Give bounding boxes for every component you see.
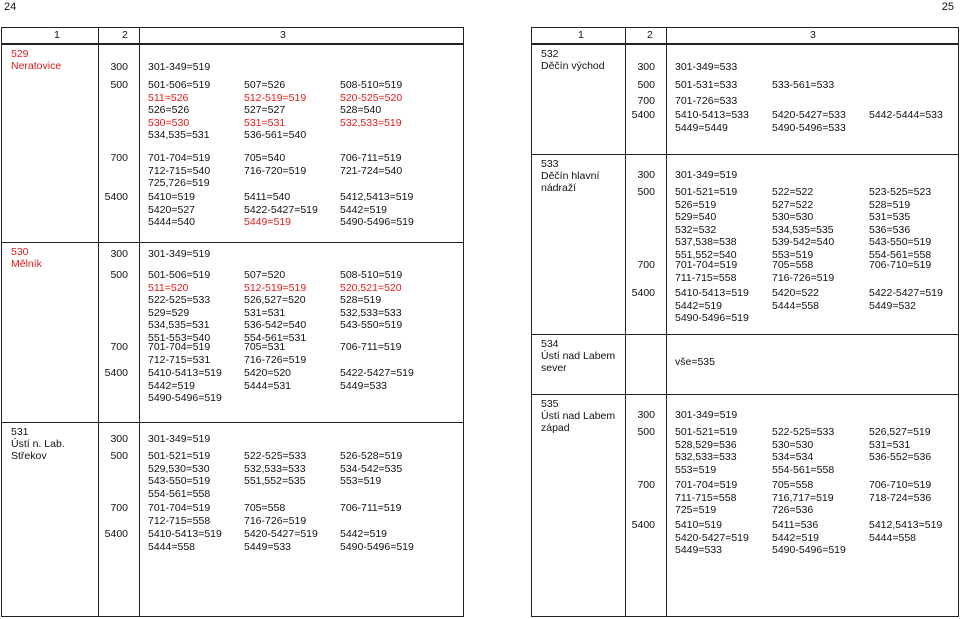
- mapping-entry: 529=540: [675, 211, 717, 224]
- mapping-entry: 536-552=536: [869, 451, 932, 464]
- group-code: 5400: [104, 191, 128, 203]
- mapping-entry: 526=519: [675, 198, 717, 211]
- mapping-entry: 706-711=519: [340, 152, 402, 164]
- page-number-right: 25: [941, 1, 954, 13]
- mapping-entry: 5442=519: [340, 203, 388, 216]
- mapping-entry: 528=519: [340, 294, 382, 307]
- mapping-entry: 528=519: [869, 198, 911, 211]
- mapping-entry: 301-349=519: [148, 61, 211, 73]
- location-title: [541, 48, 605, 72]
- location-title-line: Mělník: [11, 258, 42, 270]
- mapping-entry: 725=519: [675, 504, 717, 517]
- mapping-entry: 5442=519: [340, 528, 388, 540]
- mapping-entry: 721-724=540: [340, 164, 403, 177]
- mapping-entry: 718-724=536: [869, 491, 932, 504]
- mapping-entry: 5420=527: [148, 203, 196, 216]
- mapping-entry: 554-561=558: [148, 487, 211, 500]
- mapping-entry: 501-506=519: [148, 79, 211, 91]
- mapping-entry: 531=531: [244, 306, 286, 319]
- mapping-entry: 716-726=519: [772, 271, 835, 284]
- mapping-entry: 706-711=519: [340, 341, 402, 353]
- group-code: 300: [110, 433, 128, 445]
- location-section: [532, 154, 958, 335]
- group-code: 700: [110, 502, 128, 514]
- location-title-line: 535: [541, 398, 559, 410]
- group-code: 700: [110, 152, 128, 164]
- mapping-entry: 701-704=519: [148, 502, 211, 514]
- mapping-entry: 527=522: [772, 198, 814, 211]
- mapping-entry: 553=519: [340, 475, 382, 488]
- mapping-entry: 531=531: [869, 438, 911, 451]
- mapping-entry: 5422-5427=519: [244, 203, 318, 216]
- mapping-entry: 5410-5413=519: [148, 367, 222, 379]
- mapping-entry: 5410-5413=519: [148, 528, 222, 540]
- header-col-1: 1: [54, 29, 60, 41]
- mapping-entry: 501-521=519: [675, 186, 738, 198]
- mapping-entry: 5490-5496=519: [340, 216, 414, 229]
- right-page-table: [531, 27, 959, 617]
- mapping-entry: 5449=533: [675, 544, 723, 557]
- group-code: 300: [637, 61, 655, 73]
- location-title: [11, 48, 61, 72]
- mapping-entry: 543-550=519: [148, 475, 211, 488]
- location-section: [2, 242, 463, 423]
- mapping-entry: 5410=519: [148, 191, 196, 203]
- location-title: [541, 338, 615, 374]
- mapping-entry: 705=540: [244, 152, 286, 164]
- group-code: 300: [637, 169, 655, 181]
- mapping-entry: 554-561=558: [869, 249, 932, 261]
- mapping-entry: 529=529: [148, 306, 190, 319]
- mapping-entry: 532,533=519: [340, 116, 402, 129]
- mapping-entry: 701-704=519: [675, 479, 738, 491]
- mapping-entry: 705=531: [244, 341, 286, 353]
- location-title-line: Ústí nad Labem: [541, 350, 616, 362]
- mapping-entry: 539-542=540: [772, 236, 835, 249]
- header-row: [532, 28, 958, 44]
- mapping-entry: 554-561=558: [772, 463, 835, 476]
- mapping-entry: 5422-5427=519: [340, 367, 414, 379]
- location-title-line: západ: [541, 422, 570, 434]
- mapping-entry: 5420=522: [772, 287, 820, 299]
- mapping-entry: 301-349=519: [675, 169, 738, 181]
- mapping-entry: 533-561=533: [772, 79, 835, 91]
- mapping-entry: 527=527: [244, 104, 286, 117]
- group-code: 300: [110, 248, 128, 260]
- mapping-entry: 5412,5413=519: [340, 191, 414, 203]
- location-title-line: Střekov: [11, 450, 47, 462]
- mapping-entry: 5444=540: [148, 216, 196, 229]
- mapping-entry: 5410-5413=533: [675, 109, 749, 121]
- mapping-entry: 532,533=533: [675, 451, 737, 464]
- mapping-entry: 528=540: [340, 104, 382, 117]
- mapping-entry: 701-704=519: [148, 152, 211, 164]
- mapping-entry: 701-704=519: [675, 259, 738, 271]
- mapping-entry: vše=535: [675, 356, 715, 368]
- mapping-entry: 526=526: [148, 104, 190, 117]
- mapping-entry: 5449=533: [244, 540, 292, 553]
- mapping-entry: 711-715=558: [675, 271, 737, 284]
- mapping-entry: 5490-5496=519: [772, 544, 846, 557]
- location-title-line: 534: [541, 338, 559, 350]
- group-code: 500: [110, 450, 128, 462]
- mapping-entry: 551-553=540: [148, 332, 211, 344]
- mapping-entry: 553=519: [772, 249, 814, 261]
- mapping-entry: 5449=519: [244, 216, 292, 229]
- mapping-entry: 534,535=531: [148, 129, 210, 142]
- mapping-entry: 5449=533: [340, 379, 388, 392]
- group-code: 500: [110, 269, 128, 281]
- mapping-entry: 526,527=520: [244, 294, 306, 307]
- mapping-entry: 531=535: [869, 211, 911, 224]
- location-title-line: 533: [541, 158, 559, 170]
- mapping-entry: 526,527=519: [869, 426, 931, 438]
- group-code: 5400: [631, 519, 655, 531]
- group-code: 300: [110, 61, 128, 73]
- mapping-entry: 543-550=519: [869, 236, 932, 249]
- mapping-entry: 705=558: [244, 502, 286, 514]
- mapping-entry: 554-561=531: [244, 332, 307, 344]
- mapping-entry: 726=536: [772, 504, 814, 517]
- mapping-entry: 551,552=535: [244, 475, 306, 488]
- mapping-entry: 523-525=523: [869, 186, 932, 198]
- group-code: 500: [637, 186, 655, 198]
- mapping-entry: 520,521=520: [340, 281, 402, 294]
- mapping-entry: 706-711=519: [340, 502, 402, 514]
- location-title-line: Ústí n. Lab.: [11, 438, 65, 450]
- mapping-entry: 5442=519: [675, 299, 723, 312]
- mapping-entry: 712-715=540: [148, 164, 211, 177]
- location-title: [11, 246, 42, 270]
- mapping-entry: 701-726=533: [675, 95, 738, 107]
- mapping-entry: 5490-5496=519: [340, 540, 414, 553]
- mapping-entry: 536-542=540: [244, 319, 307, 332]
- mapping-entry: 5442=519: [772, 531, 820, 544]
- mapping-entry: 705=558: [772, 479, 814, 491]
- mapping-entry: 5444=558: [772, 299, 820, 312]
- mapping-entry: 301-349=533: [675, 61, 738, 73]
- mapping-entry: 5444=558: [869, 531, 917, 544]
- mapping-entry: 529,530=530: [148, 462, 210, 475]
- mapping-entry: 716,717=519: [772, 491, 834, 504]
- mapping-entry: 701-704=519: [148, 341, 211, 353]
- location-title: [541, 398, 615, 434]
- group-code: 500: [637, 426, 655, 438]
- header-col-3: 3: [810, 29, 816, 41]
- mapping-entry: 537,538=538: [675, 236, 737, 249]
- location-title-line: Neratovice: [11, 60, 62, 72]
- location-title-line: nádraží: [541, 182, 577, 194]
- mapping-entry: 501-506=519: [148, 269, 211, 281]
- group-code: 5400: [104, 367, 128, 379]
- mapping-entry: 553=519: [675, 463, 717, 476]
- group-code: 700: [637, 259, 655, 271]
- group-code: 5400: [631, 109, 655, 121]
- mapping-entry: 5490-5496=533: [772, 121, 846, 134]
- mapping-entry: 5410-5413=519: [675, 287, 749, 299]
- group-code: 5400: [631, 287, 655, 299]
- mapping-entry: 526-528=519: [340, 450, 403, 462]
- mapping-entry: 501-521=519: [675, 426, 738, 438]
- mapping-entry: 712-715=558: [148, 514, 211, 527]
- mapping-entry: 706-710=519: [869, 479, 932, 491]
- mapping-entry: 532,533=533: [244, 462, 306, 475]
- mapping-entry: 507=526: [244, 79, 286, 91]
- mapping-entry: 501-531=533: [675, 79, 738, 91]
- group-code: 500: [110, 79, 128, 91]
- mapping-entry: 5420-5427=519: [244, 528, 318, 540]
- mapping-entry: 5442-5444=533: [869, 109, 943, 121]
- header-col-2: 2: [122, 29, 128, 41]
- location-section: [2, 422, 463, 619]
- mapping-entry: 5442=519: [148, 379, 196, 392]
- mapping-entry: 522-525=533: [244, 450, 307, 462]
- mapping-entry: 522-525=533: [772, 426, 835, 438]
- mapping-entry: 501-521=519: [148, 450, 211, 462]
- mapping-entry: 507=520: [244, 269, 286, 281]
- mapping-entry: 5444=558: [148, 540, 196, 553]
- mapping-entry: 301-349=519: [148, 248, 211, 260]
- mapping-entry: 712-715=531: [148, 353, 211, 366]
- mapping-entry: 530=530: [772, 211, 814, 224]
- mapping-entry: 301-349=519: [675, 409, 738, 421]
- location-section: [532, 394, 958, 619]
- mapping-entry: 534-542=535: [340, 462, 403, 475]
- mapping-entry: 531=531: [244, 116, 286, 129]
- mapping-entry: 534=534: [772, 451, 814, 464]
- location-title-line: 530: [11, 246, 29, 258]
- location-title-line: 531: [11, 426, 29, 438]
- mapping-entry: 508-510=519: [340, 269, 403, 281]
- mapping-entry: 528,529=536: [675, 438, 737, 451]
- mapping-entry: 532=532: [675, 223, 717, 236]
- mapping-entry: 5412,5413=519: [869, 519, 943, 531]
- mapping-entry: 725,726=519: [148, 177, 210, 190]
- mapping-entry: 512-519=519: [244, 281, 307, 294]
- mapping-entry: 716-726=519: [244, 514, 307, 527]
- location-title-line: Děčín východ: [541, 60, 605, 72]
- left-page-table: [1, 27, 464, 617]
- group-code: 700: [637, 95, 655, 107]
- mapping-entry: 511=520: [148, 281, 189, 294]
- group-code: 700: [110, 341, 128, 353]
- mapping-entry: 5420-5427=519: [675, 531, 749, 544]
- mapping-entry: 5422-5427=519: [869, 287, 943, 299]
- mapping-entry: 5420=520: [244, 367, 292, 379]
- location-title-line: Ústí nad Labem: [541, 410, 616, 422]
- mapping-entry: 534,535=535: [772, 223, 834, 236]
- mapping-entry: 530=530: [772, 438, 814, 451]
- mapping-entry: 5490-5496=519: [148, 392, 222, 405]
- mapping-entry: 536-561=540: [244, 129, 307, 142]
- header-row: [2, 28, 463, 44]
- group-code: 500: [637, 79, 655, 91]
- location-title-line: 532: [541, 48, 559, 60]
- mapping-entry: 511=526: [148, 91, 189, 104]
- location-title-line: sever: [541, 362, 567, 374]
- mapping-entry: 5449=5449: [675, 121, 728, 134]
- mapping-entry: 522=522: [772, 186, 814, 198]
- location-title-line: 529: [11, 48, 29, 60]
- mapping-entry: 706-710=519: [869, 259, 932, 271]
- mapping-entry: 705=558: [772, 259, 814, 271]
- header-col-1: 1: [578, 29, 584, 41]
- location-title-line: Děčín hlavní: [541, 170, 600, 182]
- mapping-entry: 520-525=520: [340, 91, 403, 104]
- header-col-2: 2: [647, 29, 653, 41]
- mapping-entry: 711-715=558: [675, 491, 737, 504]
- location-section: [532, 44, 958, 155]
- mapping-entry: 522-525=533: [148, 294, 211, 307]
- mapping-entry: 5410=519: [675, 519, 723, 531]
- mapping-entry: 5411=540: [244, 191, 291, 203]
- mapping-entry: 530=530: [148, 116, 190, 129]
- location-title: [541, 158, 599, 194]
- mapping-entry: 716-726=519: [244, 353, 307, 366]
- mapping-entry: 543-550=519: [340, 319, 403, 332]
- mapping-entry: 534,535=531: [148, 319, 210, 332]
- mapping-entry: 5444=531: [244, 379, 292, 392]
- mapping-entry: 716-720=519: [244, 164, 307, 177]
- location-title: [11, 426, 65, 462]
- group-code: 700: [637, 479, 655, 491]
- mapping-entry: 5449=532: [869, 299, 917, 312]
- mapping-entry: 5490-5496=519: [675, 312, 749, 325]
- group-code: 300: [637, 409, 655, 421]
- mapping-entry: 536=536: [869, 223, 911, 236]
- mapping-entry: 301-349=519: [148, 433, 211, 445]
- mapping-entry: 5420-5427=533: [772, 109, 846, 121]
- header-col-3: 3: [280, 29, 286, 41]
- mapping-entry: 551,552=540: [675, 249, 737, 261]
- mapping-entry: 5411=536: [772, 519, 819, 531]
- group-code: 5400: [104, 528, 128, 540]
- location-section: [532, 334, 958, 395]
- page-number-left: 24: [4, 1, 17, 13]
- mapping-entry: 512-519=519: [244, 91, 307, 104]
- mapping-entry: 532,533=533: [340, 306, 402, 319]
- location-section: [2, 44, 463, 243]
- mapping-entry: 508-510=519: [340, 79, 403, 91]
